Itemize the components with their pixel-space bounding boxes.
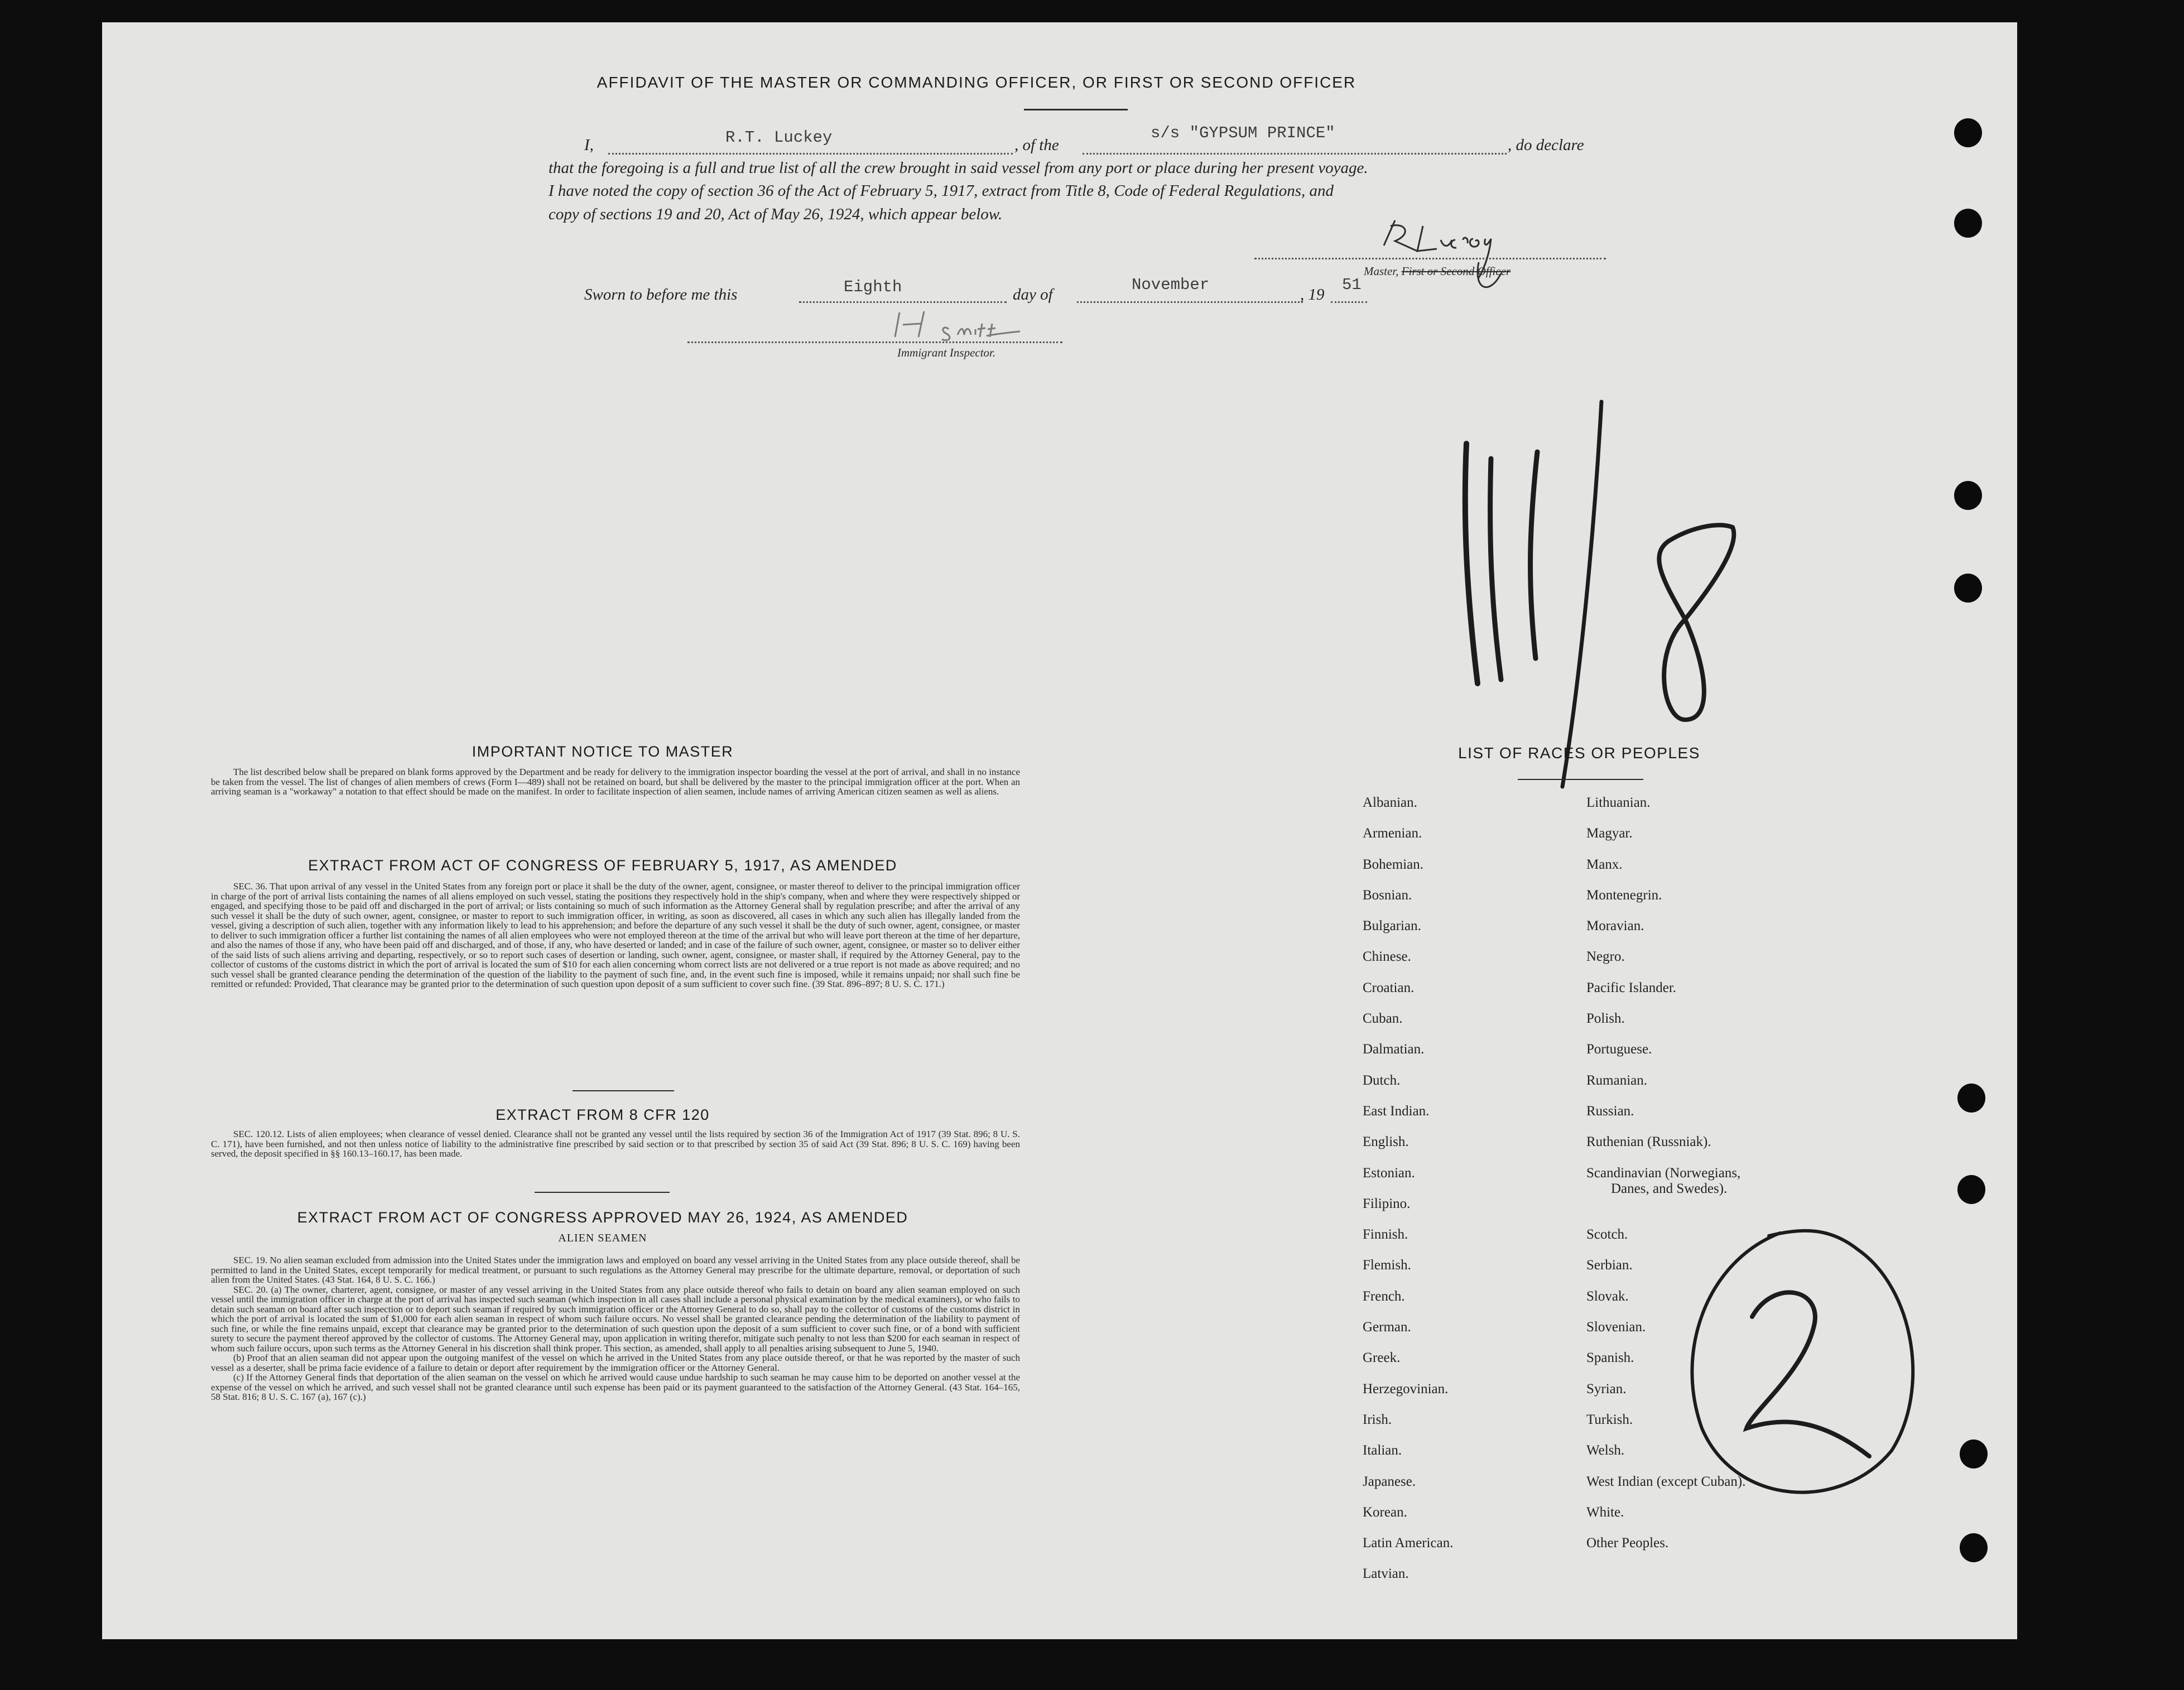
race-item: Slovak. <box>1586 1288 1629 1304</box>
punch-hole <box>1957 1175 1985 1204</box>
divider <box>535 1192 670 1193</box>
race-item: Bulgarian. <box>1363 918 1421 934</box>
races-title: LIST OF RACES OR PEOPLES <box>1458 744 1700 762</box>
extract-1924-text <box>211 1255 1020 1402</box>
punch-hole <box>1960 1439 1988 1468</box>
race-item: Bosnian. <box>1363 887 1412 903</box>
extract-1917-paragraph: SEC. 36. That upon arrival of any vessel in the United States from any foreign port or place it shall be the duty of the owner, agent, consignee, or master thereof to deliver to the principal immigration officer in charge of the port of arrival lists containing the names of all aliens employed on such vessel, stating the positions they respectively hold in the ship's company, when and where they were respectively shipped or engaged, and specifying those to be paid off and discharged in the port of arrival; or lists containing so much of such information as the Attorney General shall by regulation prescribe; and after the arrival of any such vessel it shall be the duty of such owner, agent, consignee, or master to report to such immigration officer, in writing, as soon as discovered, all cases in which any such alien has illegally landed from the vessel, giving a description of such alien, together with any information likely to lead to his apprehension; and before the departure of any such vessel it shall be the duty of such owner, agent, consignee, or master to deliver to such immigration officer a further list containing the names of all alien employees who were not employed thereon at the time of the arrival but who will leave port thereon at the time of her departure, and also the names of those if any, who have been paid off and discharged, and of those, if any, who have deserted or landed; and in case of the failure of such owner, agent, consignee, or master so to deliver either of the said lists of such aliens arriving and departing, respectively, or so to report such cases of desertion or landing, such owner, agent, consignee, or master shall, if required by the Attorney General, pay to the collector of customs of the customs district in which the port of arrival is located the sum of $10 for each alien concerning whom correct lists are not delivered or a true report is not made as above required; and no such vessel shall be granted clearance pending the determination of the question of the liability to the payment of such fine, and, in the event such fine is imposed, while it remains unpaid; nor shall such fine be remitted or refunded: Provided, That clearance may be granted prior to the determination of such question upon deposit of a sum sufficient to cover such fine. (39 Stat. 896–897; 8 U. S. C. 171.) <box>211 881 1020 989</box>
punch-hole <box>1957 1084 1985 1113</box>
race-item: Lithuanian. <box>1586 795 1651 810</box>
extract-1917-title: EXTRACT FROM ACT OF CONGRESS OF FEBRUARY 5, 1917, AS AMENDED <box>308 857 897 874</box>
name-line <box>608 153 1013 155</box>
notice-title: IMPORTANT NOTICE TO MASTER <box>472 743 734 760</box>
notice-paragraph: The list described below shall be prepared on blank forms approved by the Department and be ready for delivery to the immigration inspector boarding the vessel at the port of arrival, and shall in no instance be taken from the vessel. The list of changes of alien members of crews (Form I—489) shall not be retained on board, but shall be delivered by the master to the principal immigration officer at the port. When an arriving seaman is a "workaway" a notation to that effect should be made on the manifest. In order to facilitate inspection of alien seamen, include names of arriving American citizen seamen as well as aliens. <box>211 767 1020 797</box>
race-item: Moravian. <box>1586 918 1644 934</box>
affidavit-line-2: that the foregoing is a full and true list of all the crew brought in said vessel from any port or place during her present voyage. <box>549 159 1368 177</box>
extract-1924-title: EXTRACT FROM ACT OF CONGRESS APPROVED MAY 26, 1924, AS AMENDED <box>297 1209 908 1226</box>
race-item: White. <box>1586 1504 1624 1520</box>
vessel-line <box>1083 153 1507 155</box>
race-item: German. <box>1363 1320 1411 1335</box>
race-item: Herzegovinian. <box>1363 1381 1449 1397</box>
i-label: I, <box>584 136 594 154</box>
race-item: Cuban. <box>1363 1011 1403 1027</box>
race-item: French. <box>1363 1288 1405 1304</box>
race-item: Greek. <box>1363 1350 1401 1366</box>
race-item: Rumanian. <box>1586 1072 1648 1088</box>
race-item: Armenian. <box>1363 826 1422 841</box>
race-item: Italian. <box>1363 1443 1402 1458</box>
extract-1924-para-1: SEC. 19. No alien seaman excluded from admission into the United States under the immigration laws and employed on board any vessel arriving in the United States from any place outside thereof, shall be permitted to land in the United States, except temporarily for medical treatment, or pursuant to such regulations as the Attorney General may prescribe for the ultimate departure, removal, or deportation of such alien from the United States. (43 Stat. 164, 8 U. S. C. 166.) <box>211 1255 1020 1285</box>
race-item: Filipino. <box>1363 1196 1411 1211</box>
punch-hole <box>1954 118 1982 147</box>
extract-cfr-text <box>211 1129 1020 1159</box>
race-item: Dalmatian. <box>1363 1042 1425 1057</box>
sworn-month: November <box>1132 276 1210 294</box>
race-item: Chinese. <box>1363 949 1411 965</box>
race-item: Pacific Islander. <box>1586 980 1677 995</box>
sworn-label: Sworn to before me this <box>584 286 738 304</box>
race-item: Estonian. <box>1363 1165 1415 1181</box>
race-item: Negro. <box>1586 949 1625 965</box>
race-item: Manx. <box>1586 856 1623 872</box>
race-item: Spanish. <box>1586 1350 1634 1366</box>
title-divider <box>1024 109 1128 110</box>
races-right-column <box>1586 795 1745 1566</box>
race-item: Croatian. <box>1363 980 1415 995</box>
punch-hole <box>1954 574 1982 603</box>
race-item: Serbian. <box>1586 1258 1633 1273</box>
race-item: Scotch. <box>1586 1227 1628 1243</box>
race-item: Latvian. <box>1363 1566 1409 1582</box>
extract-1924-para-2: SEC. 20. (a) The owner, charterer, agent, consignee, or master of any vessel arriving in the United States from any place outside thereof who fails to detain on board any alien seaman employed on such vessel until the immigration officer in charge at the port of arrival has inspected such seaman (which inspection in all cases shall include a personal physical examination by the medical examiners), or who fails to detain such seaman on board after such inspection or to deport such seaman if required by such immigration officer or the Attorney General to do so, shall pay to the collector of customs of the customs district in which the port of arrival is located the sum of $1,000 for each alien seaman in respect of whom such failure occurs. No vessel shall be granted clearance pending the determination of the liability to payment of such fine, or while the fine remains unpaid, except that clearance may be granted prior to the determination of such question upon the deposit of a sum sufficient to cover such fine, or of a bond with sufficient surety to secure the payment thereof approved by the collector of customs. The Attorney General may, upon application in writing therefor, mitigate such penalty to not less than $200 for each seaman in respect of whom such failure occurs, upon such terms as the Attorney General in his discretion shall think proper. This section, as amended, shall apply to all penalties arising subsequent to June 5, 1940. <box>211 1284 1020 1354</box>
punch-hole <box>1954 209 1982 238</box>
race-item: Slovenian. <box>1586 1320 1646 1335</box>
extract-cfr-title: EXTRACT FROM 8 CFR 120 <box>496 1106 710 1123</box>
races-left-column <box>1363 795 1453 1597</box>
race-item: Other Peoples. <box>1586 1535 1669 1551</box>
race-item: Finnish. <box>1363 1227 1408 1243</box>
month-line <box>1077 301 1303 303</box>
race-item: Russian. <box>1586 1103 1634 1119</box>
master-caption <box>1364 264 1510 278</box>
race-item: East Indian. <box>1363 1103 1430 1119</box>
of-the-label: , of the <box>1014 136 1059 154</box>
race-item: Portuguese. <box>1586 1042 1652 1057</box>
day-line <box>799 301 1007 303</box>
sworn-year: 51 <box>1342 276 1362 294</box>
race-item: Magyar. <box>1586 826 1633 841</box>
race-item: Turkish. <box>1586 1412 1633 1427</box>
master-caption-struck: First or Second Officer <box>1401 264 1511 278</box>
race-item: Albanian. <box>1363 795 1417 810</box>
race-item: Syrian. <box>1586 1381 1627 1397</box>
day-of-label: day of <box>1013 286 1053 304</box>
alien-seamen-subtitle: ALIEN SEAMEN <box>558 1232 647 1244</box>
race-item: Dutch. <box>1363 1072 1401 1088</box>
race-item: Polish. <box>1586 1011 1625 1027</box>
punch-hole <box>1960 1533 1988 1562</box>
races-divider <box>1518 779 1643 780</box>
year-prefix: , 19 <box>1300 286 1325 304</box>
year-line <box>1331 301 1367 303</box>
sworn-day: Eighth <box>844 278 902 296</box>
master-caption-label: Master, <box>1364 264 1399 278</box>
race-item: English. <box>1363 1134 1409 1150</box>
race-item: Flemish. <box>1363 1258 1411 1273</box>
race-item: Korean. <box>1363 1504 1407 1520</box>
master-name: R.T. Luckey <box>725 128 833 147</box>
do-declare-label: , do declare <box>1508 136 1584 154</box>
race-item: Japanese. <box>1363 1474 1416 1489</box>
affidavit-title: AFFIDAVIT OF THE MASTER OR COMMANDING OFFICER, OR FIRST OR SECOND OFFICER <box>596 74 1356 91</box>
inspector-caption: Immigrant Inspector. <box>897 346 996 359</box>
race-item: West Indian (except Cuban). <box>1586 1474 1746 1489</box>
race-item: Montenegrin. <box>1586 887 1662 903</box>
affidavit-line-3: I have noted the copy of section 36 of the Act of February 5, 1917, extract from Title 8, Code of Federal Regulations, and <box>549 182 1334 200</box>
race-item-scandinavian <box>1586 1166 1745 1227</box>
extract-1924-para-3: (b) Proof that an alien seaman did not appear upon the outgoing manifest of the vessel on which he arrived in the United States from any place outside thereof, or that he was reported by the master of such vessel as a deserter, shall be prima facie evidence of a failure to detain or deport after requirement by the immigration officer or the Attorney General. <box>211 1352 1020 1373</box>
punch-hole <box>1954 481 1982 510</box>
extract-1917-text <box>211 882 1020 989</box>
race-item: Ruthenian (Russniak). <box>1586 1134 1711 1150</box>
extract-1924-para-4: (c) If the Attorney General finds that deportation of the alien seaman on the vessel on which he arrived would cause undue hardship to such seaman he may cause him to be deported on another vessel at the expense of the vessel on which he arrived, and such vessel shall not be granted clearance until such expense has been paid or its payment guaranteed to the satisfaction of the Attorney General. (43 Stat. 164–165, 58 Stat. 816; 8 U. S. C. 167 (a), 167 (c).) <box>211 1372 1020 1402</box>
race-item: Latin American. <box>1363 1535 1454 1551</box>
affidavit-line-4: copy of sections 19 and 20, Act of May 26, 1924, which appear below. <box>549 205 1003 223</box>
extract-cfr-paragraph: SEC. 120.12. Lists of alien employees; when clearance of vessel denied. Clearance shall not be granted any vessel until the lists required by section 36 of the Immigration Act of 1917 (39 Stat. 896; 8 U. S. C. 171), have been furnished, and not then unless notice of liability to the administrative fine prescribed by said section or to that prescribed by section 35 of said Act (39 Stat. 896; 8 U. S. C. 169) having been served, the deposit specified in §§ 160.13–160.17, has been made. <box>211 1129 1020 1159</box>
master-signature-line <box>1254 258 1606 259</box>
inspector-signature-line <box>687 341 1062 343</box>
race-item: Welsh. <box>1586 1443 1625 1458</box>
divider <box>573 1090 674 1091</box>
race-item-text: Scandinavian (Norwegians, <box>1586 1165 1741 1181</box>
vessel-name: s/s "GYPSUM PRINCE" <box>1151 124 1335 142</box>
notice-text <box>211 767 1020 797</box>
race-item: Irish. <box>1363 1412 1392 1427</box>
race-item: Bohemian. <box>1363 856 1424 872</box>
race-item-text-continued: Danes, and Swedes). <box>1611 1181 1728 1196</box>
